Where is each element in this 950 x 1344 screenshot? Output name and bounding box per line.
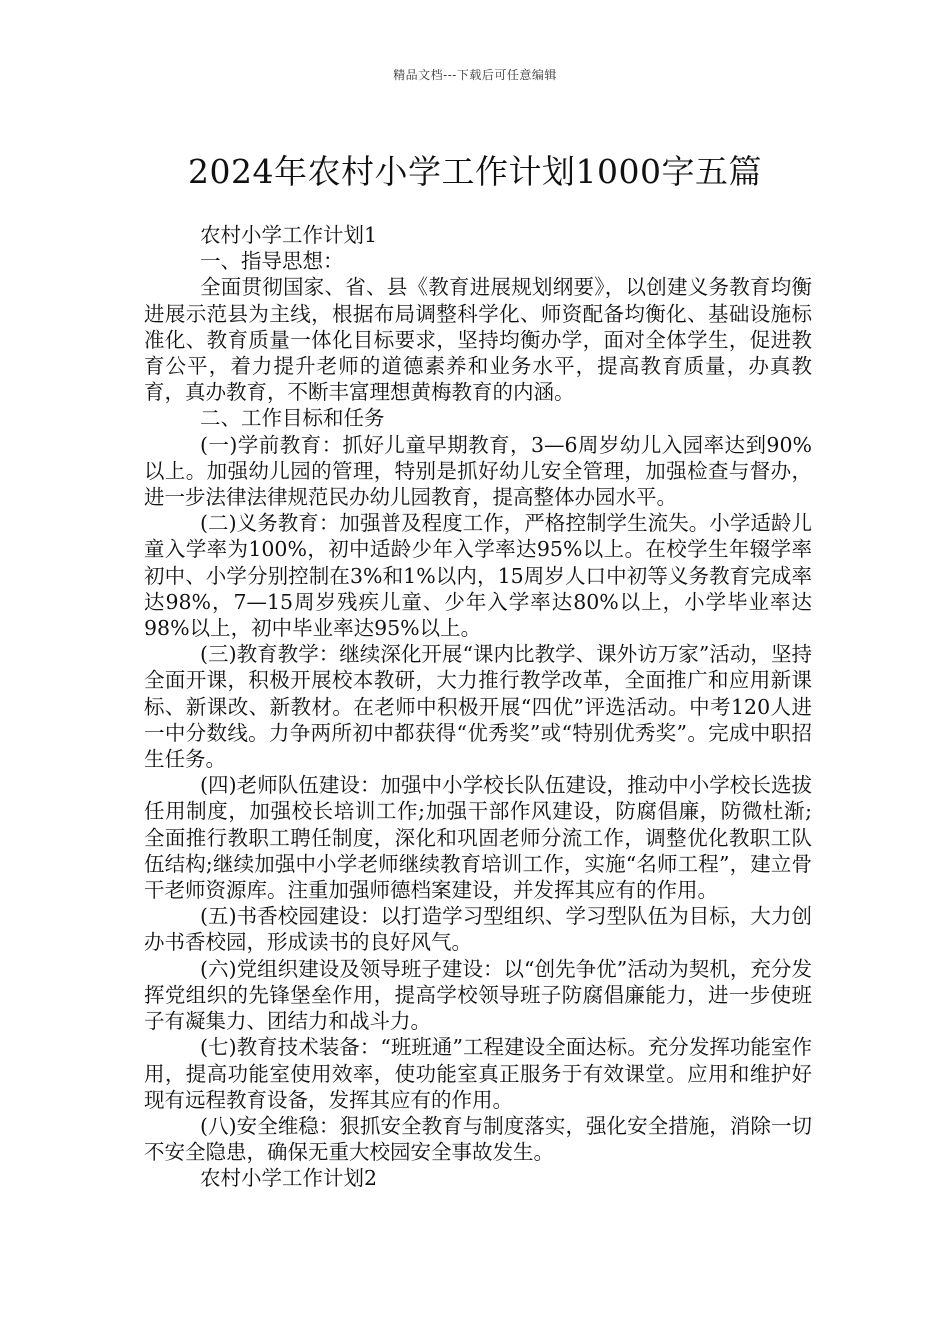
paragraph-reading-campus: (五)书香校园建设：以打造学习型组织、学习型队伍为目标，大力创办书香校园，形成读书的良好风气。 (144, 904, 812, 955)
paragraph-teaching: (三)教育教学：继续深化开展“课内比教学、课外访万家”活动，坚持全面开课，积极开展校本教研，大力推行教学改革，全面推广和应用新课标、新课改、新教材。在老师中积极开展“四优”评选活动。中考120人进一中分数线。力争两所初中都获得“优秀奖”或“特别优秀奖”。完成中职招生任务。 (144, 642, 812, 772)
heading-goals-and-tasks: 二、工作目标和任务 (200, 406, 385, 431)
section-heading-plan-2: 农村小学工作计划2 (200, 1166, 378, 1191)
heading-guiding-ideology: 一、指导思想： (200, 249, 344, 274)
paragraph-education-technology: (七)教育技术装备：“班班通”工程建设全面达标。充分发挥功能室作用，提高功能室使用效率，使功能室真正服务于有效课堂。应用和维护好现有远程教育设备，发挥其应有的作用。 (144, 1035, 812, 1112)
paragraph-compulsory-education: (二)义务教育：加强普及程度工作，严格控制学生流失。小学适龄儿童入学率为100%，初中适龄少年入学率达95%以上。在校学生年辍学率初中、小学分别控制在3%和1%以内，15周岁人口中初等义务教育完成率达98%，7—15周岁残疾儿童、少年入学率达80%以上，小学毕业率达98%以上，初中毕业率达95%以上。 (144, 511, 812, 641)
paragraph-teacher-team: (四)老师队伍建设：加强中小学校长队伍建设，推动中小学校长选拔任用制度，加强校长培训工作;加强干部作风建设，防腐倡廉，防微杜渐;全面推行教职工聘任制度，深化和巩固老师分流工作，调整优化教职工队伍结构;继续加强中小学老师继续教育培训工作，实施“名师工程”，建立骨干老师资源库。注重加强师德档案建设，并发挥其应有的作用。 (144, 773, 812, 903)
paragraph-safety: (八)安全维稳：狠抓安全教育与制度落实，强化安全措施，消除一切不安全隐患，确保无重大校园安全事故发生。 (144, 1113, 812, 1165)
paragraph-party-building: (六)党组织建设及领导班子建设：以“创先争优”活动为契机，充分发挥党组织的先锋堡垒作用，提高学校领导班子防腐倡廉能力，进一步使班子有凝集力、团结力和战斗力。 (144, 956, 812, 1034)
paragraph-guiding-ideology: 全面贯彻国家、省、县《教育进展规划纲要》，以创建义务教育均衡进展示范县为主线，根据布局调整科学化、师资配备均衡化、基础设施标准化、教育质量一体化目标要求，坚持均衡办学，面对全体学生，促进教育公平，着力提升老师的道德素养和业务水平，提高教育质量，办真教育，真办教育，不断丰富理想黄梅教育的内涵。 (144, 275, 812, 405)
document-title: 2024年农村小学工作计划1000字五篇 (188, 152, 762, 192)
paragraph-preschool-education: (一)学前教育：抓好儿童早期教育，3—6周岁幼儿入园率达到90%以上。加强幼儿园的管理，特别是抓好幼儿安全管理，加强检查与督办，进一步法律法律规范民办幼儿园教育，提高整体办园水平。 (144, 432, 812, 510)
section-heading-plan-1: 农村小学工作计划1 (200, 223, 378, 247)
header-note: 精品文档---下载后可任意编辑 (393, 68, 557, 82)
document-body (144, 222, 812, 1192)
